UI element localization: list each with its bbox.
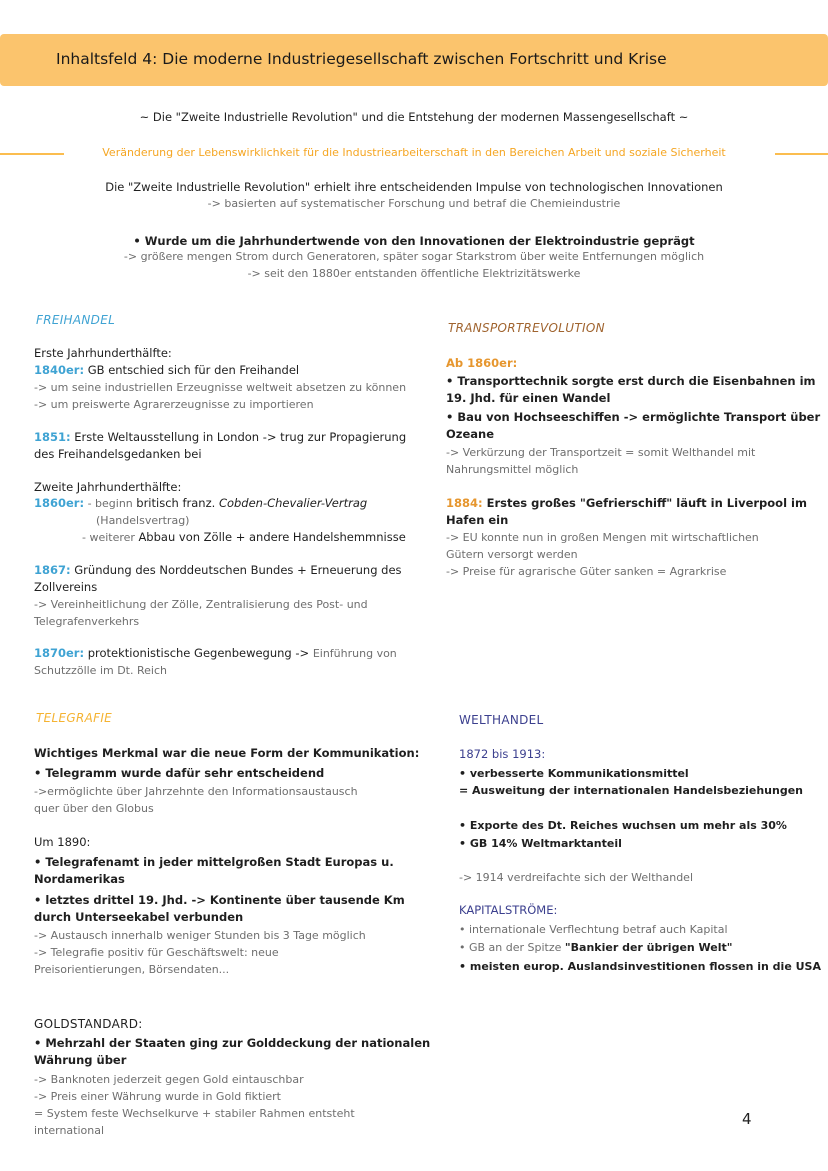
kapital-l2: • GB an der Spitze "Bankier der übrigen Welt"	[459, 941, 733, 954]
transport-l9: -> EU konnte nun in großen Mengen mit wirtschaftlichen	[446, 531, 759, 544]
telegrafie-l2: • Telegramm wurde dafür sehr entscheidend	[34, 766, 325, 780]
transport-l4: Ozeane	[446, 427, 495, 441]
year-1851: 1851:	[34, 430, 71, 444]
intro-line-4: -> größere mengen Strom durch Generatoren, später sogar Starkstrom über weite Entfernungen möglich	[123, 250, 705, 263]
freihandel-heading: FREIHANDEL	[36, 313, 116, 327]
freihandel-p1-sub1: -> um seine industriellen Erzeugnisse weltweit absetzen zu können	[34, 381, 407, 394]
transport-l8: Hafen ein	[446, 513, 509, 527]
transport-l3: • Bau von Hochseeschiffen -> ermöglichte Transport über	[446, 410, 821, 424]
freihandel-p3-sub1: (Handelsvertrag)	[96, 514, 190, 527]
section-divider: Veränderung der Lebenswirklichkeit für die Industriearbeiterschaft in den Bereichen Arbeit und soziale Sicherheit	[102, 146, 726, 159]
transport-heading: TRANSPORTREVOLUTION	[448, 321, 605, 335]
telegrafie-heading: TELEGRAFIE	[36, 711, 113, 725]
freihandel-p5-sub: Schutzzölle im Dt. Reich	[34, 664, 167, 677]
freihandel-p5: 1870er: protektionistische Gegenbewegung -> Einführung von	[34, 646, 397, 660]
transport-1884: 1884: Erstes großes "Gefrierschiff" läuft in Liverpool im	[446, 496, 807, 510]
gold-l4: -> Preis einer Währung wurde in Gold fiktiert	[34, 1090, 281, 1103]
transport-l5: -> Verkürzung der Transportzeit = somit Welthandel mit	[446, 446, 756, 459]
intro-line-5: -> seit den 1880er entstanden öffentliche Elektrizitätswerke	[247, 267, 581, 280]
welthandel-year: 1872 bis 1913:	[459, 747, 546, 761]
freihandel-p2-cont: des Freihandelsgedanken bei	[34, 447, 202, 461]
telegrafie-l3: ->ermöglichte über Jahrzehnte den Informationsaustausch	[34, 785, 358, 798]
year-1884: 1884:	[446, 496, 483, 510]
freihandel-p1-sub2: -> um preiswerte Agrarerzeugnisse zu importieren	[34, 398, 314, 411]
welthandel-l1: • verbesserte Kommunikationsmittel	[459, 767, 689, 780]
year-1840: 1840er:	[34, 363, 85, 377]
freihandel-p1: 1840er: GB entschied sich für den Freihandel	[34, 363, 300, 377]
intro-line-1: Die "Zweite Industrielle Revolution" erhielt ihre entscheidenden Impulse von technologischen Innovationen	[105, 180, 723, 194]
telegrafie-l1: Wichtiges Merkmal war die neue Form der Kommunikation:	[34, 746, 420, 760]
welthandel-l5: -> 1914 verdreifachte sich der Welthandel	[459, 871, 694, 884]
kapital-l1: • internationale Verflechtung betraf auch Kapital	[459, 923, 728, 936]
year-1870: 1870er:	[34, 646, 85, 660]
telegrafie-l6: • Telegrafenamt in jeder mittelgroßen Stadt Europas u.	[34, 855, 394, 869]
kapitalstroeme-heading: KAPITALSTRÖME:	[459, 903, 558, 917]
freihandel-p4-sub2: Telegrafenverkehrs	[34, 615, 140, 628]
gold-l2: Währung über	[34, 1053, 127, 1067]
freihandel-p1-label: Erste Jahrhunderthälfte:	[34, 346, 172, 360]
telegrafie-l4: quer über den Globus	[34, 802, 154, 815]
transport-l6: Nahrungsmittel möglich	[446, 463, 579, 476]
welthandel-heading: WELTHANDEL	[459, 713, 544, 727]
intro-line-2: -> basierten auf systematischer Forschung und betraf die Chemieindustrie	[207, 197, 621, 210]
transport-l10: Gütern versorgt werden	[446, 548, 578, 561]
goldstandard-heading: GOLDSTANDARD:	[34, 1017, 143, 1031]
year-1860: 1860er:	[34, 496, 85, 510]
telegrafie-l7: Nordamerikas	[34, 872, 125, 886]
intro-line-3: • Wurde um die Jahrhundertwende von den Innovationen der Elektroindustrie geprägt	[133, 234, 695, 248]
freihandel-p3: 1860er: - beginn britisch franz. Cobden-Chevalier-Vertrag	[34, 496, 368, 510]
freihandel-p3-sub2: - weiterer Abbau von Zölle + andere Handelshemmnisse	[82, 530, 406, 544]
page-number: 4	[742, 1110, 752, 1128]
page-title: Inhaltsfeld 4: Die moderne Industriegesellschaft zwischen Fortschritt und Krise	[56, 50, 667, 68]
freihandel-p4-cont: Zollvereins	[34, 580, 98, 594]
telegrafie-l12: Preisorientierungen, Börsendaten...	[34, 963, 230, 976]
freihandel-p3-label: Zweite Jahrhunderthälfte:	[34, 480, 182, 494]
subtitle: ~ Die "Zweite Industrielle Revolution" und die Entstehung der modernen Massengesellschaft ~	[139, 110, 689, 124]
transport-l1: • Transporttechnik sorgte erst durch die Eisenbahnen im	[446, 374, 816, 388]
welthandel-l4: • GB 14% Weltmarktanteil	[459, 837, 622, 850]
welthandel-l3: • Exporte des Dt. Reiches wuchsen um mehr als 30%	[459, 819, 787, 832]
kapital-l3: • meisten europ. Auslandsinvestitionen flossen in die USA	[459, 960, 821, 973]
telegrafie-l8: • letztes drittel 19. Jhd. -> Kontinente über tausende Km	[34, 893, 405, 907]
welthandel-l2: = Ausweitung der internationalen Handelsbeziehungen	[459, 784, 804, 797]
telegrafie-l10: -> Austausch innerhalb weniger Stunden bis 3 Tage möglich	[34, 929, 366, 942]
freihandel-p4-sub1: -> Vereinheitlichung der Zölle, Zentralisierung des Post- und	[34, 598, 368, 611]
freihandel-p4: 1867: Gründung des Norddeutschen Bundes + Erneuerung des	[34, 563, 402, 577]
year-1867: 1867:	[34, 563, 71, 577]
transport-l11: -> Preise für agrarische Güter sanken = Agrarkrise	[446, 565, 727, 578]
telegrafie-l9: durch Unterseekabel verbunden	[34, 910, 244, 924]
telegrafie-l11: -> Telegrafie positiv für Geschäftswelt: neue	[34, 946, 279, 959]
gold-l1: • Mehrzahl der Staaten ging zur Golddeckung der nationalen	[34, 1036, 431, 1050]
gold-l6: international	[34, 1124, 105, 1137]
freihandel-p2: 1851: Erste Weltausstellung in London -> trug zur Propagierung	[34, 430, 407, 444]
gold-l3: -> Banknoten jederzeit gegen Gold eintauschbar	[34, 1073, 304, 1086]
gold-l5: = System feste Wechselkurve + stabiler Rahmen entsteht	[34, 1107, 355, 1120]
telegrafie-l5: Um 1890:	[34, 835, 91, 849]
transport-l2: 19. Jhd. für einen Wandel	[446, 391, 611, 405]
year-ab-1860: Ab 1860er:	[446, 356, 518, 370]
